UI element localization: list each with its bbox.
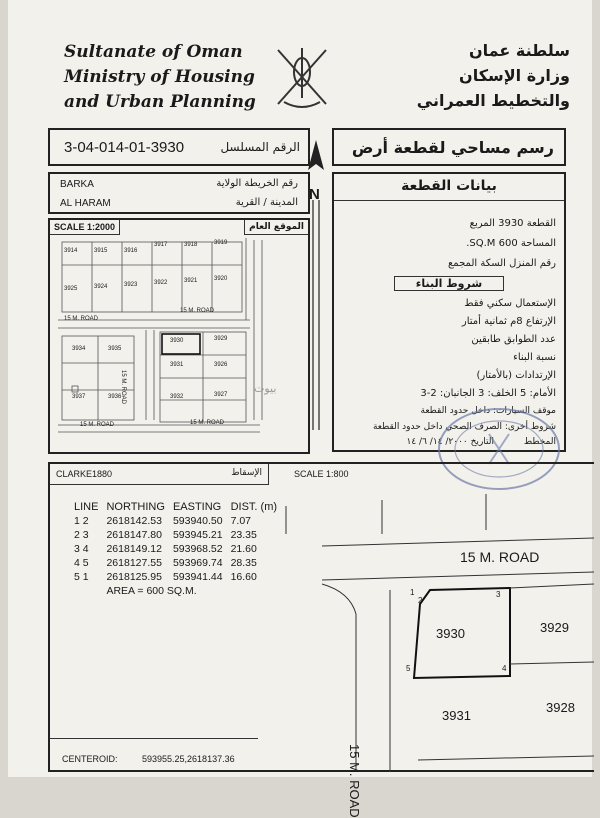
serial-box xyxy=(48,128,310,166)
mini-plot: 3921 xyxy=(184,278,198,284)
cell: 593968.52 xyxy=(172,543,223,555)
detail-scale: SCALE 1:800 xyxy=(294,469,349,479)
table-row xyxy=(70,542,281,556)
plot-title: رسم مساحي لقطعة أرض xyxy=(351,138,554,157)
mini-plot: 3934 xyxy=(72,346,86,352)
table-row xyxy=(70,556,281,570)
ministry-line-1: Sultanate of Oman xyxy=(64,42,243,62)
village-value: AL HARAM xyxy=(60,198,111,209)
parking-row: موقف السيارات: داخل حدود القطعة xyxy=(420,406,556,416)
mini-plot: 3937 xyxy=(72,394,86,400)
mini-plot: 3914 xyxy=(64,248,78,254)
area-value: AREA = 600 SQ.M. xyxy=(106,585,197,597)
plot-title-box xyxy=(332,128,566,166)
ministry-ar-line-2: وزارة الإسكان xyxy=(459,66,570,85)
other-row: شروط أخرى: الصرف الصحي داخل حدود القطعة xyxy=(372,422,556,432)
area-row xyxy=(70,584,281,598)
village-label: المدينة / القرية xyxy=(235,197,298,208)
mini-plot: 3918 xyxy=(184,242,198,248)
cell: 2618127.55 xyxy=(106,557,162,569)
mini-plot: 3915 xyxy=(94,248,108,254)
cell: 2618142.53 xyxy=(106,515,162,527)
cell: 7.07 xyxy=(230,515,252,527)
cell: 28.35 xyxy=(230,557,257,569)
mini-road-label: 15 M. ROAD xyxy=(80,422,115,428)
mini-road-label: 15 M. ROAD xyxy=(64,316,99,322)
vertex-label: 1 xyxy=(410,588,415,597)
col-northing: NORTHING xyxy=(106,501,165,513)
cell: 3 4 xyxy=(74,543,89,555)
cell: 2618125.95 xyxy=(106,571,162,583)
survey-sheet xyxy=(8,0,592,818)
mini-plot: 3924 xyxy=(94,284,108,290)
cell: 2 3 xyxy=(74,529,89,541)
cell: 5 1 xyxy=(74,571,89,583)
mini-plot: 3917 xyxy=(154,242,168,248)
date-row: التاريخ ٢٠٠٠/ ١٤/ ٦/ ١٤ xyxy=(406,437,494,447)
cell: 2618149.12 xyxy=(106,543,162,555)
plot-3930: 3930 xyxy=(436,626,465,641)
mini-plot: 3932 xyxy=(170,394,184,400)
mini-plot: 3929 xyxy=(214,336,228,342)
mini-plot: 3923 xyxy=(124,282,138,288)
cell: 21.60 xyxy=(230,543,257,555)
site-map-drawing xyxy=(50,220,308,452)
plot-3928: 3928 xyxy=(546,700,575,715)
ratio-row: نسبة البناء xyxy=(513,352,556,363)
north-label: N xyxy=(309,186,320,203)
setback-values-row: الأمام: 5 الخلف: 3 الجانبان: 2-3 xyxy=(420,388,556,399)
planner-row: المخطط xyxy=(523,437,556,447)
coordinates-table xyxy=(70,500,281,598)
oman-emblem-icon xyxy=(270,42,334,114)
site-map-box xyxy=(48,218,310,454)
mini-road-label-vertical: 15 M. ROAD xyxy=(120,370,126,405)
mini-plot: 3931 xyxy=(170,362,184,368)
mini-plot: 3919 xyxy=(214,240,228,246)
mini-road-label: 15 M. ROAD xyxy=(190,420,225,426)
plot-3929: 3929 xyxy=(540,620,569,635)
road-label-top: 15 M. ROAD xyxy=(460,549,540,565)
vertex-label: 3 xyxy=(496,590,501,599)
watermark: بيوت xyxy=(254,382,277,395)
ministry-ar-line-3: والتخطيط العمراني xyxy=(416,91,570,110)
floors-row: عدد الطوابق طابقين xyxy=(471,334,556,345)
wilayat-label: رقم الخريطة الولاية xyxy=(216,178,298,189)
mini-plot: 3936 xyxy=(108,394,122,400)
mini-plot: 3920 xyxy=(214,276,228,282)
wilayat-value: BARKA xyxy=(60,179,94,190)
table-header-row xyxy=(70,500,281,514)
mini-plot: 3916 xyxy=(124,248,138,254)
vertex-label: 2 xyxy=(418,596,423,605)
cell: 23.35 xyxy=(230,529,257,541)
mini-plot: 3935 xyxy=(108,346,122,352)
col-easting: EASTING xyxy=(172,501,222,513)
ministry-name-ar xyxy=(417,38,570,113)
vertex-label: 5 xyxy=(406,664,411,673)
mini-road-label: 15 M. ROAD xyxy=(180,308,215,314)
serial-number: 3-04-014-01-3930 xyxy=(64,139,185,156)
col-line: LINE xyxy=(74,501,99,513)
plot-3931: 3931 xyxy=(442,708,471,723)
mini-plot-3930: 3930 xyxy=(170,338,184,344)
vertex-label: 4 xyxy=(502,664,507,673)
cell: 593941.44 xyxy=(172,571,223,583)
location-box xyxy=(48,172,310,214)
projection-label: الإسقاط xyxy=(231,468,262,478)
mini-plot: 3926 xyxy=(214,362,228,368)
cell: 2618147.80 xyxy=(106,529,162,541)
col-dist: DIST. (m) xyxy=(230,501,278,513)
cell: 4 5 xyxy=(74,557,89,569)
house-row: رقم المنزل السكة المجمع xyxy=(447,258,556,269)
ministry-line-3: and Urban Planning xyxy=(64,92,256,112)
mini-plot: 3925 xyxy=(64,286,78,292)
site-map-scale: SCALE 1:2000 xyxy=(50,220,120,235)
road-label-side: 15 M. ROAD xyxy=(347,744,362,818)
ministry-name-en xyxy=(64,40,256,115)
cell: 593969.74 xyxy=(172,557,223,569)
mini-plot: 3922 xyxy=(154,280,168,286)
conditions-heading: شروط البناء xyxy=(394,276,504,291)
projection-value: CLARKE1880 xyxy=(56,469,113,479)
ministry-line-2: Ministry of Housing xyxy=(64,67,255,87)
cell: 593945.21 xyxy=(172,529,223,541)
ministry-ar-line-1: سلطنة عمان xyxy=(469,41,570,60)
plot-data-heading: بيانات القطعة xyxy=(401,178,497,194)
table-row xyxy=(70,528,281,542)
height-row: الإرتفاع 8م ثمانية أمتار xyxy=(461,316,556,327)
mini-plot: 3927 xyxy=(214,392,228,398)
centroid-value: 593955.25,2618137.36 xyxy=(142,754,235,764)
use-row: الإستعمال سكني فقط xyxy=(464,298,556,309)
table-row xyxy=(70,570,281,584)
setbacks-row: الإرتدادات (بالأمتار) xyxy=(476,370,556,381)
centroid-label: CENTEROID: xyxy=(62,754,118,764)
cell: 16.60 xyxy=(230,571,257,583)
cell: 593940.50 xyxy=(172,515,223,527)
table-row xyxy=(70,514,281,528)
site-map-heading: الموقع العام xyxy=(244,220,308,235)
area-row: المساحة 600 SQ.M. xyxy=(466,238,556,249)
serial-label: الرقم المسلسل xyxy=(220,140,300,154)
parcel-row: القطعة 3930 المربع xyxy=(469,218,556,229)
cell: 1 2 xyxy=(74,515,89,527)
